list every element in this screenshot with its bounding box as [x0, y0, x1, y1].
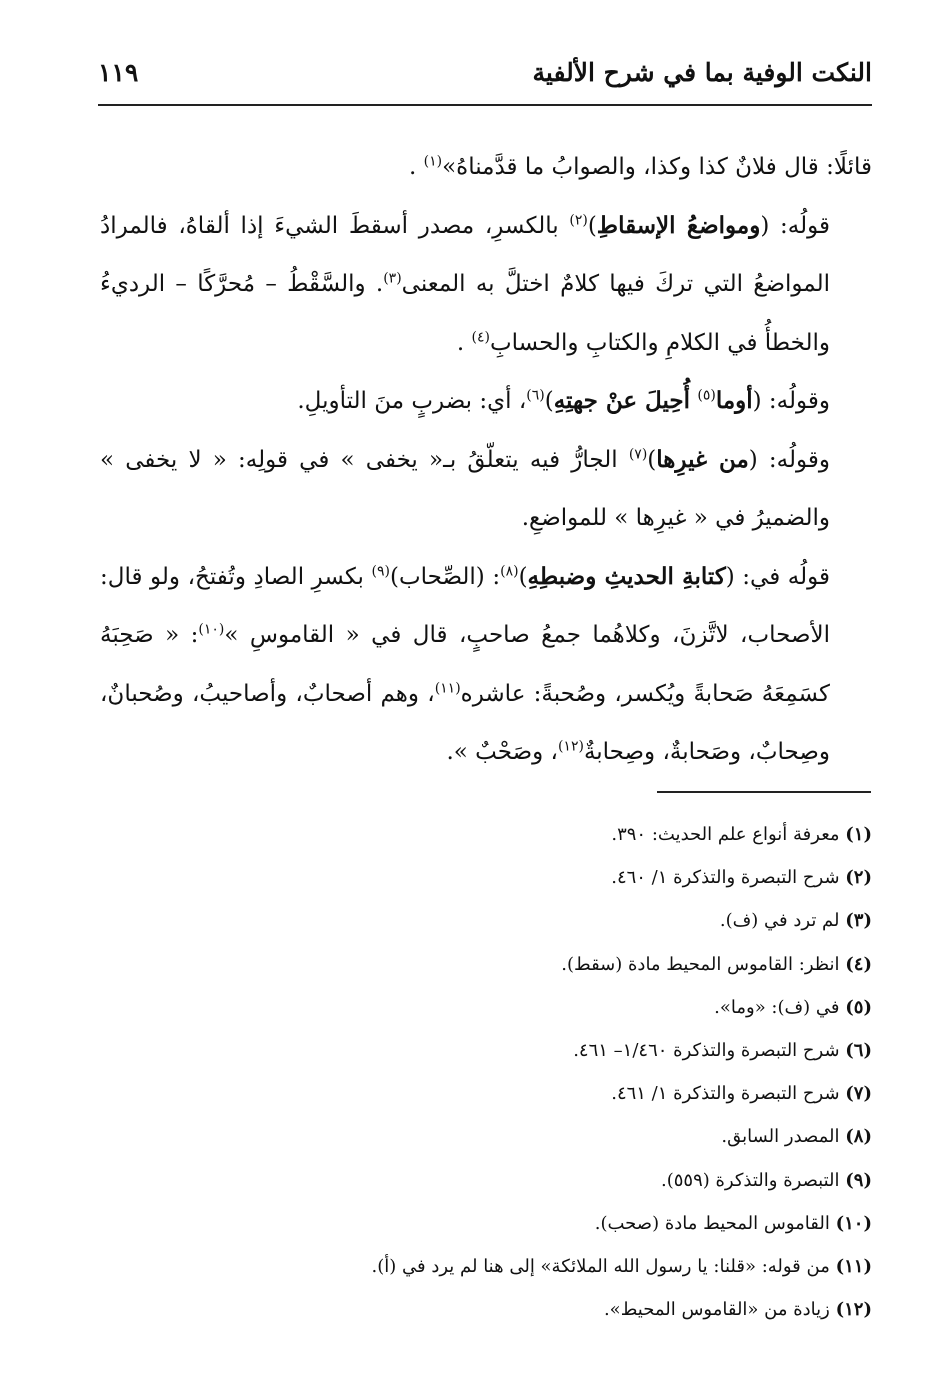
footnote-ref[interactable]: (١٢) — [557, 738, 584, 755]
footnote-text: شرح التبصرة والتذكرة ١/٤٦٠– ٤٦١. — [573, 1040, 840, 1062]
footnote-item — [100, 1029, 872, 1072]
footnote-ref[interactable]: (٦) — [526, 387, 545, 404]
quote-close: ) — [587, 212, 597, 239]
footnote-ref[interactable]: (٣) — [383, 270, 402, 287]
paragraph-1 — [100, 138, 872, 197]
quote-close: ) — [518, 563, 528, 590]
quote-close: ) — [647, 446, 657, 473]
footnote-ref[interactable]: (١١) — [434, 679, 461, 696]
footnote-item — [100, 856, 872, 899]
running-title: النكت الوفية بما في شرح الألفية — [532, 58, 872, 87]
footnote-item — [100, 899, 872, 942]
footnote-text: المصدر السابق. — [721, 1126, 840, 1148]
quote-close: ) — [544, 388, 554, 414]
paragraph-5 — [100, 548, 872, 782]
footnote-item — [100, 986, 872, 1029]
footnote-text: القاموس المحيط مادة (صحب). — [594, 1212, 830, 1234]
footnote-text: في (ف): «وما». — [714, 996, 840, 1018]
footnote-ref[interactable]: (٩) — [371, 562, 390, 579]
footnote-number: (٧) — [845, 1083, 872, 1105]
footnote-item — [100, 1072, 872, 1115]
quote-open: وقولُه: ( — [752, 388, 830, 414]
footnote-number: (١) — [845, 824, 872, 845]
footnote-number: (٥) — [845, 996, 872, 1018]
footnote-item — [100, 1159, 872, 1202]
running-header — [98, 58, 872, 98]
paragraph-text: . والسَّقْطُ – مُحرَّكًا – الرديءُ والخطأُ في الكلامِ والكتابِ والحسابِ — [100, 271, 830, 356]
footnote-item — [100, 813, 872, 856]
footnote-ref[interactable]: (٢) — [569, 211, 588, 228]
main-text — [100, 138, 872, 782]
footnote-ref[interactable]: (٧) — [628, 445, 648, 462]
footnote-text: شرح التبصرة والتذكرة ١/ ٤٦٠. — [611, 867, 840, 889]
lemma: ومواضعُ الإسقاطِ — [596, 211, 761, 239]
footnote-number: (١٢) — [835, 1299, 872, 1321]
footnote-text: زيادة من «القاموس المحيط». — [603, 1299, 830, 1321]
footnote-number: (٢) — [845, 867, 872, 889]
footnote-number: (٩) — [845, 1169, 872, 1191]
footnote-ref[interactable]: (٨) — [500, 562, 519, 579]
footnote-item — [100, 1115, 872, 1158]
footnote-number: (٣) — [845, 910, 872, 932]
paragraph-4 — [100, 431, 872, 548]
paragraph-2 — [100, 197, 872, 373]
paragraph-text: : (الصِّحاب) — [389, 563, 501, 590]
footnote-text: انظر: القاموس المحيط مادة (سقط). — [561, 953, 840, 975]
quote-open: قولُه: ( — [760, 212, 831, 239]
footnote-number: (٤) — [845, 953, 872, 975]
footnote-text: لم ترد في (ف). — [719, 910, 840, 932]
footnote-text: من قوله: «قلنا: يا رسول الله الملائكة» إلى هنا لم يرد في (أ). — [371, 1256, 830, 1278]
footnote-text: التبصرة والتذكرة (٥٥٩). — [660, 1169, 840, 1191]
paragraph-text: الجارُّ فيه يتعلّقُ بـ« يخفى » في قولِه: « لا يخفى » والضميرُ في « غيرِها » للمواضعِ. — [100, 446, 830, 531]
quote-open: وقولُه: ( — [748, 446, 831, 473]
header-rule — [98, 104, 872, 106]
footnote-ref[interactable]: (٤) — [471, 328, 490, 345]
footnote-number: (٨) — [845, 1126, 872, 1148]
page-number: ١١٩ — [98, 58, 139, 87]
footnote-text: معرفة أنواع علم الحديث: ٣٩٠. — [611, 824, 840, 845]
footnote-ref[interactable]: (١٠) — [198, 621, 225, 638]
footnote-number: (١١) — [835, 1256, 872, 1278]
paragraph-text: بالكسرِ، مصدر أسقطَ الشيءَ إذا ألقاهُ، فالمرادُ المواضعُ التي تركَ فيها كلامٌ اختلَّ به المعنى — [100, 212, 830, 297]
paragraph-text: قائلًا: قال فلانٌ كذا وكذا، والصوابُ ما قدَّمناهُ» — [442, 154, 872, 180]
lemma: أوما — [715, 387, 753, 414]
paragraph-text: ، أي: بضربٍ منَ التأويلِ. — [297, 388, 527, 414]
paragraph-text: ، وهم أصحابٌ، وأصاحيبُ، وصُحبانٌ، وصِحابٌ، وصَحابةٌ، وصِحابةٌ — [100, 680, 830, 765]
paragraph-text: : « صَحِبَهُ كسَمِعَهُ صَحابةً ويُكسر، وصُحبةً: عاشره — [100, 622, 830, 707]
footnote-item — [100, 1202, 872, 1245]
lemma: أُحِيلَ عنْ جهتِهِ — [553, 387, 691, 414]
lemma: كتابةِ الحديثِ وضبطِهِ — [527, 562, 726, 590]
footnote-ref[interactable]: (٥) — [697, 387, 716, 404]
quote-open: قولُه في: ( — [725, 563, 830, 590]
paragraph-text: بكسرِ الصادِ وتُفتحُ، ولو قال: الأصحاب، لاتَّزنَ، وكلاهُما جمعُ صاحبٍ، قال في « القاموسِ » — [100, 563, 830, 648]
footnote-number: (١٠) — [835, 1212, 872, 1234]
paragraph-end: . — [456, 329, 465, 356]
footnote-number: (٦) — [845, 1040, 872, 1062]
paragraph-text: ، وصَحْبٌ ». — [446, 739, 558, 765]
footnote-text: شرح التبصرة والتذكرة ١/ ٤٦١. — [611, 1083, 840, 1105]
paragraph-end: . — [409, 154, 417, 180]
footnote-item — [100, 943, 872, 986]
footnote-item — [100, 1245, 872, 1288]
footnotes — [100, 813, 872, 1331]
lemma: من غيرِها — [656, 445, 749, 473]
footnote-separator — [657, 791, 871, 793]
paragraph-3 — [100, 372, 872, 431]
footnote-item — [100, 1288, 872, 1331]
footnote-ref[interactable]: (١) — [423, 153, 443, 170]
